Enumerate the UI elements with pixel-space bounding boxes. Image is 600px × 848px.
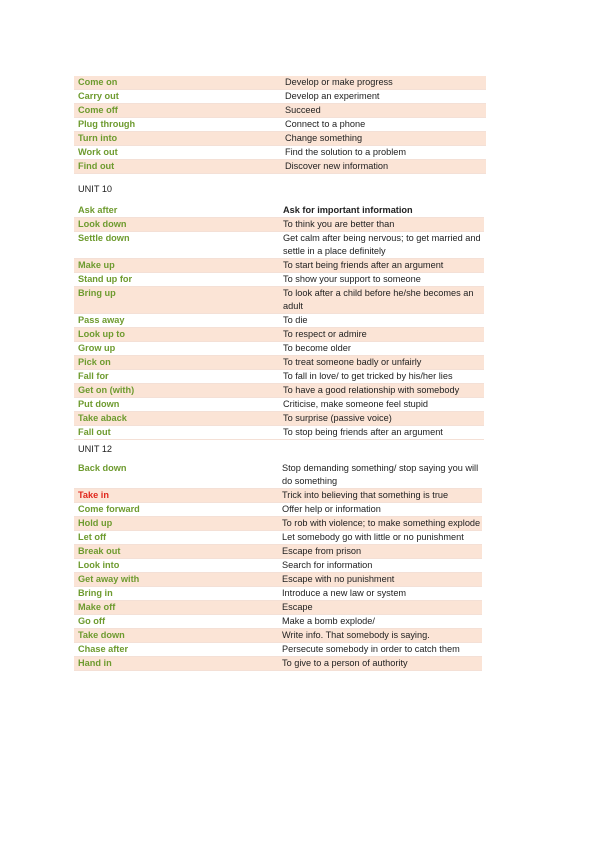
table-row [74,204,484,218]
phrasal-verb: Work out [74,146,281,160]
definition: To show your support to someone [279,273,484,287]
table-row [74,356,484,370]
definition: To respect or admire [279,328,484,342]
phrasal-verb: Take down [74,629,278,643]
phrasal-verb: Bring in [74,587,278,601]
definition: Discover new information [281,160,486,174]
definition: Escape from prison [278,545,482,559]
phrasal-verb: Hold up [74,517,278,531]
definition: Change something [281,132,486,146]
table-row [74,104,486,118]
table-row [74,643,482,657]
definition: Persecute somebody in order to catch them [278,643,482,657]
table-row [74,232,484,259]
table-row [74,146,486,160]
phrasal-verb: Look up to [74,328,279,342]
table-row [74,370,484,384]
definition: To rob with violence; to make something explode [278,517,482,531]
definition: To look after a child before he/she becomes an adult [279,287,484,314]
table-row [74,342,484,356]
table-row [74,160,486,174]
unit-heading: UNIT 12 [78,444,113,454]
table-row [74,132,486,146]
table-row [74,531,482,545]
definition: Succeed [281,104,486,118]
table-row [74,489,482,503]
phrasal-verb: Chase after [74,643,278,657]
table-row [74,462,482,489]
phrasal-verb: Ask after [74,204,279,218]
definition: Trick into believing that something is true [278,489,482,503]
definition: Develop an experiment [281,90,486,104]
table-row [74,657,482,671]
phrasal-verb: Pick on [74,356,279,370]
phrasal-verb: Put down [74,398,279,412]
table-row [74,218,484,232]
phrasal-verb: Come forward [74,503,278,517]
table-row [74,615,482,629]
phrasal-verb: Carry out [74,90,281,104]
definition: To think you are better than [279,218,484,232]
phrasal-verb: Pass away [74,314,279,328]
phrasal-verb: Take in [74,489,278,503]
definition: Connect to a phone [281,118,486,132]
unit-heading: UNIT 10 [78,184,113,194]
definition: Develop or make progress [281,76,486,90]
definition: Get calm after being nervous; to get married and settle in a place definitely [279,232,484,259]
definition: To treat someone badly or unfairly [279,356,484,370]
phrasal-verb: Fall out [74,426,279,440]
definition: Criticise, make someone feel stupid [279,398,484,412]
definition: Ask for important information [279,204,484,218]
phrasal-verb: Break out [74,545,278,559]
table-row [74,259,484,273]
definition: Make a bomb explode/ [278,615,482,629]
phrasal-verb: Let off [74,531,278,545]
phrasal-verb: Settle down [74,232,279,259]
phrasal-verb: Look into [74,559,278,573]
phrasal-verb-table [74,204,484,440]
definition: To fall in love/ to get tricked by his/her lies [279,370,484,384]
phrasal-verb: Get away with [74,573,278,587]
definition: To give to a person of authority [278,657,482,671]
phrasal-verb-table [74,462,482,671]
phrasal-verb: Look down [74,218,279,232]
phrasal-verb: Make off [74,601,278,615]
section-2 [74,204,484,440]
definition: To stop being friends after an argument [279,426,484,440]
phrasal-verb: Come on [74,76,281,90]
phrasal-verb: Turn into [74,132,281,146]
table-row [74,503,482,517]
definition: To die [279,314,484,328]
phrasal-verb: Get on (with) [74,384,279,398]
table-row [74,76,486,90]
table-row [74,629,482,643]
phrasal-verb: Stand up for [74,273,279,287]
definition: Escape with no punishment [278,573,482,587]
definition: Let somebody go with little or no punishment [278,531,482,545]
table-row [74,412,484,426]
phrasal-verb: Find out [74,160,281,174]
section-1 [74,76,486,174]
definition: Stop demanding something/ stop saying you will do something [278,462,482,489]
table-row [74,118,486,132]
table-row [74,314,484,328]
table-row [74,273,484,287]
table-row [74,573,482,587]
table-row [74,90,486,104]
definition: Search for information [278,559,482,573]
phrasal-verb: Come off [74,104,281,118]
phrasal-verb: Take aback [74,412,279,426]
phrasal-verb-table [74,76,486,174]
definition: To have a good relationship with somebody [279,384,484,398]
phrasal-verb: Back down [74,462,278,489]
phrasal-verb: Go off [74,615,278,629]
definition: Introduce a new law or system [278,587,482,601]
table-row [74,517,482,531]
phrasal-verb: Hand in [74,657,278,671]
definition: To surprise (passive voice) [279,412,484,426]
table-row [74,398,484,412]
table-row [74,328,484,342]
phrasal-verb: Plug through [74,118,281,132]
table-row [74,384,484,398]
definition: Write info. That somebody is saying. [278,629,482,643]
table-row [74,426,484,440]
table-row [74,545,482,559]
table-row [74,559,482,573]
definition: To start being friends after an argument [279,259,484,273]
phrasal-verb: Make up [74,259,279,273]
table-row [74,287,484,314]
definition: To become older [279,342,484,356]
phrasal-verb: Grow up [74,342,279,356]
definition: Offer help or information [278,503,482,517]
section-3 [74,462,482,671]
definition: Escape [278,601,482,615]
phrasal-verb: Bring up [74,287,279,314]
table-row [74,601,482,615]
phrasal-verb: Fall for [74,370,279,384]
definition: Find the solution to a problem [281,146,486,160]
table-row [74,587,482,601]
